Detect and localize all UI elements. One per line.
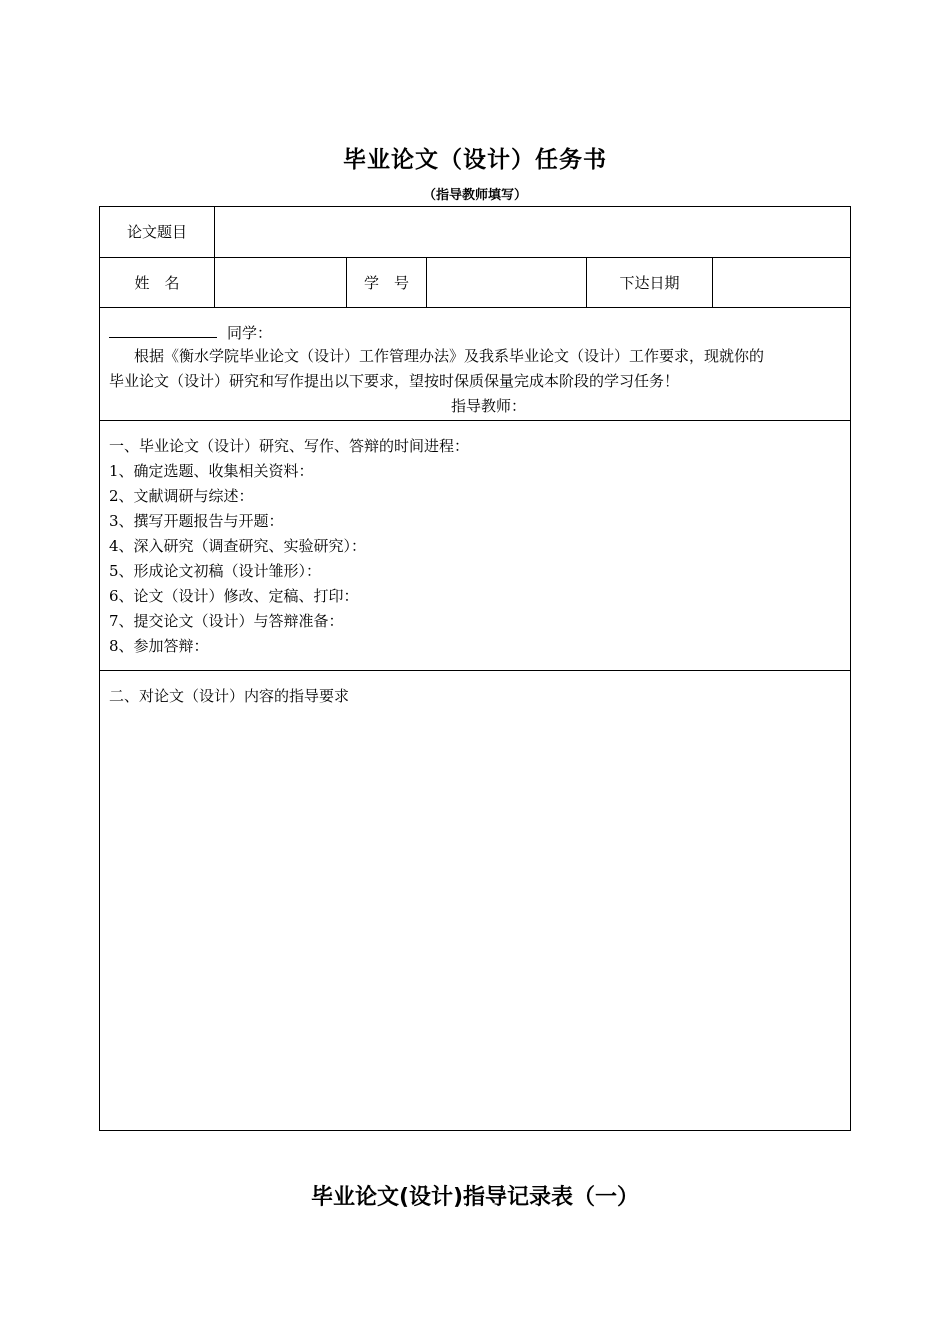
guidance-text-area[interactable] bbox=[101, 712, 850, 1130]
list-item: 4、深入研究（调查研究、实验研究）： bbox=[109, 537, 367, 555]
student-id-label: 学 号 bbox=[363, 274, 409, 292]
list-item: 6、论文（设计）修改、定稿、打印： bbox=[109, 587, 359, 605]
row-divider bbox=[100, 670, 850, 671]
issue-date-field[interactable] bbox=[713, 258, 851, 307]
list-item: 7、提交论文（设计）与答辩准备： bbox=[109, 612, 344, 630]
intro-paragraph-line2: 毕业论文（设计）研究和写作提出以下要求，望按时保质保量完成本阶段的学习任务！ bbox=[109, 372, 680, 390]
topic-field[interactable] bbox=[215, 207, 851, 257]
intro-paragraph-line1: 根据《衡水学院毕业论文（设计）工作管理办法》及我系毕业论文（设计）工作要求，现就你的 bbox=[134, 347, 765, 365]
list-item: 3、撰写开题报告与开题： bbox=[109, 512, 284, 530]
advisor-label: 指导教师： bbox=[451, 397, 527, 415]
student-id-field[interactable] bbox=[427, 258, 586, 307]
greeting-suffix: 同学： bbox=[227, 324, 273, 342]
list-item: 5、形成论文初稿（设计雏形）： bbox=[109, 562, 322, 580]
student-name-blank[interactable] bbox=[109, 321, 217, 338]
topic-label: 论文题目 bbox=[126, 223, 187, 241]
row-divider bbox=[100, 420, 850, 421]
task-form-table bbox=[99, 206, 851, 1131]
list-item: 8、参加答辩： bbox=[109, 637, 209, 655]
next-page-title: 毕业论文(设计)指导记录表（一） bbox=[310, 1185, 640, 1210]
section2-title: 二、对论文（设计）内容的指导要求 bbox=[109, 687, 350, 705]
list-item: 1、确定选题、收集相关资料： bbox=[109, 462, 314, 480]
row-divider bbox=[100, 307, 850, 308]
list-item: 2、文献调研与综述： bbox=[109, 487, 254, 505]
name-label: 姓 名 bbox=[134, 274, 180, 292]
document-subtitle: （指导教师填写） bbox=[422, 188, 527, 203]
section1-title: 一、毕业论文（设计）研究、写作、答辩的时间进程： bbox=[109, 437, 470, 455]
issue-date-label: 下达日期 bbox=[619, 274, 680, 292]
document-title: 毕业论文（设计）任务书 bbox=[343, 147, 607, 173]
name-field[interactable] bbox=[215, 258, 346, 307]
greeting-line bbox=[109, 321, 272, 343]
